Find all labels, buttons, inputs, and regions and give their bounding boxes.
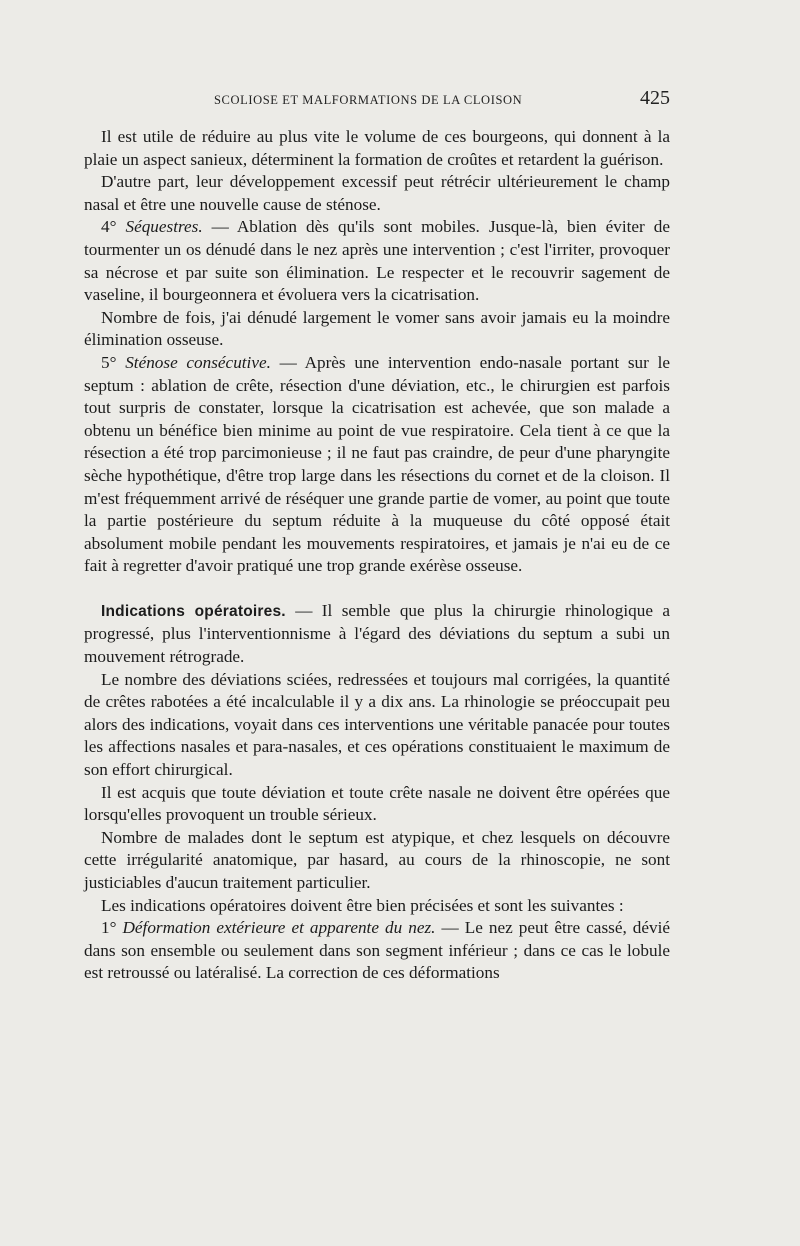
paragraph-text: — Le nez peut être cassé, dévié dans son ensemble ou seulement dans son segment inférieur ; dans ce cas le lobule est retroussé ou latéralisé. La correction de ces déformations [84, 918, 671, 983]
paragraph [84, 669, 670, 782]
paragraph [84, 782, 670, 827]
paragraph [84, 171, 670, 216]
item-number: 4° [101, 217, 126, 237]
paragraph-text: — Ablation dès qu'ils sont mobiles. Jusque-là, bien éviter de tourmenter un os dénudé dans le nez après une intervention ; c'est l'irriter, provoquer sa nécrose et par suite son élimination. Le respecter et le recouvrir sagement de vaseline, il bourgeonnera et évoluera vers la cicatrisation. [84, 217, 670, 305]
paragraph-text: Le nombre des déviations sciées, redressées et toujours mal corrigées, la quantité de crêtes rabotées a été incalculable il y a dix ans. La rhinologie se préoccupait peu alors des indications, voyait dans ces interventions une véritable panacée pour toutes les affections nasales et para-nasales, et ces opérations constituaient le maximum de son effort chirurgical. [84, 669, 670, 780]
paragraph-sequestres [84, 216, 670, 306]
item-heading: Séquestres. [125, 217, 203, 237]
paragraph-text: Nombre de malades dont le septum est atypique, et chez lesquels on découvre cette irrégularité anatomique, par hasard, au cours de la rhinoscopie, ne sont justiciables d'aucun traitement particulier. [84, 827, 670, 892]
paragraph-deformation [84, 917, 670, 985]
item-number: 5° [101, 352, 126, 372]
paragraph-text: D'autre part, leur développement excessif peut rétrécir ultérieurement le champ nasal et être une nouvelle cause de sténose. [84, 172, 670, 214]
item-heading: Sténose consécutive. [125, 352, 271, 372]
paragraph-text: — Il semble que plus la chirurgie rhinologique a progressé, plus l'interventionnisme à l'égard des déviations du septum a subi un mouvement rétrograde. [84, 600, 670, 667]
paragraph [84, 895, 670, 918]
item-number: 1° [101, 918, 123, 938]
body-text [84, 126, 670, 985]
item-heading: Déformation extérieure et apparente du nez. [122, 918, 436, 938]
paragraph-text: Les indications opératoires doivent être bien précisées et sont les suivantes : [101, 895, 624, 915]
section-heading: Indications opératoires. [101, 602, 286, 620]
paragraph-text: Il est utile de réduire au plus vite le volume de ces bourgeons, qui donnent à la plaie un aspect sanieux, déterminent la formation de croûtes et retardent la guérison. [84, 127, 670, 169]
page-number: 425 [640, 87, 670, 109]
paragraph [84, 827, 670, 895]
paragraph [84, 307, 670, 352]
paragraph-text: Nombre de fois, j'ai dénudé largement le vomer sans avoir jamais eu la moindre élimination osseuse. [84, 307, 670, 350]
paragraph-text: — Après une intervention endo-nasale portant sur le septum : ablation de crête, résection d'une déviation, etc., le chirurgien est parfois tout surpris de constater, lorsque la cicatrisation est achevée, que son malade a obtenu un bénéfice bien minime au point de vue respiratoire. Cela tient à ce que la résection a été trop parcimonieuse ; il ne faut pas craindre, de peur d'une pharyngite sèche hypothétique, d'être trop large dans les résections du cornet et de la cloison. Il m'est fréquemment arrivé de réséquer une grande partie de vomer, au point que toute la partie postérieure du septum réduite à la muqueuse du côté opposé était absolument mobile pendant les mouvements respiratoires, et jamais je n'ai eu de ce fait à regretter d'avoir pratiqué une trop grande exérèse osseuse. [84, 352, 671, 576]
paragraph-indications [84, 600, 670, 669]
paragraph-text: Il est acquis que toute déviation et toute crête nasale ne doivent être opérées que lorsqu'elles provoquent un trouble sérieux. [84, 782, 670, 825]
paragraph-stenose [84, 352, 670, 578]
running-title: SCOLIOSE ET MALFORMATIONS DE LA CLOISON [214, 93, 523, 107]
paragraph [84, 126, 670, 171]
